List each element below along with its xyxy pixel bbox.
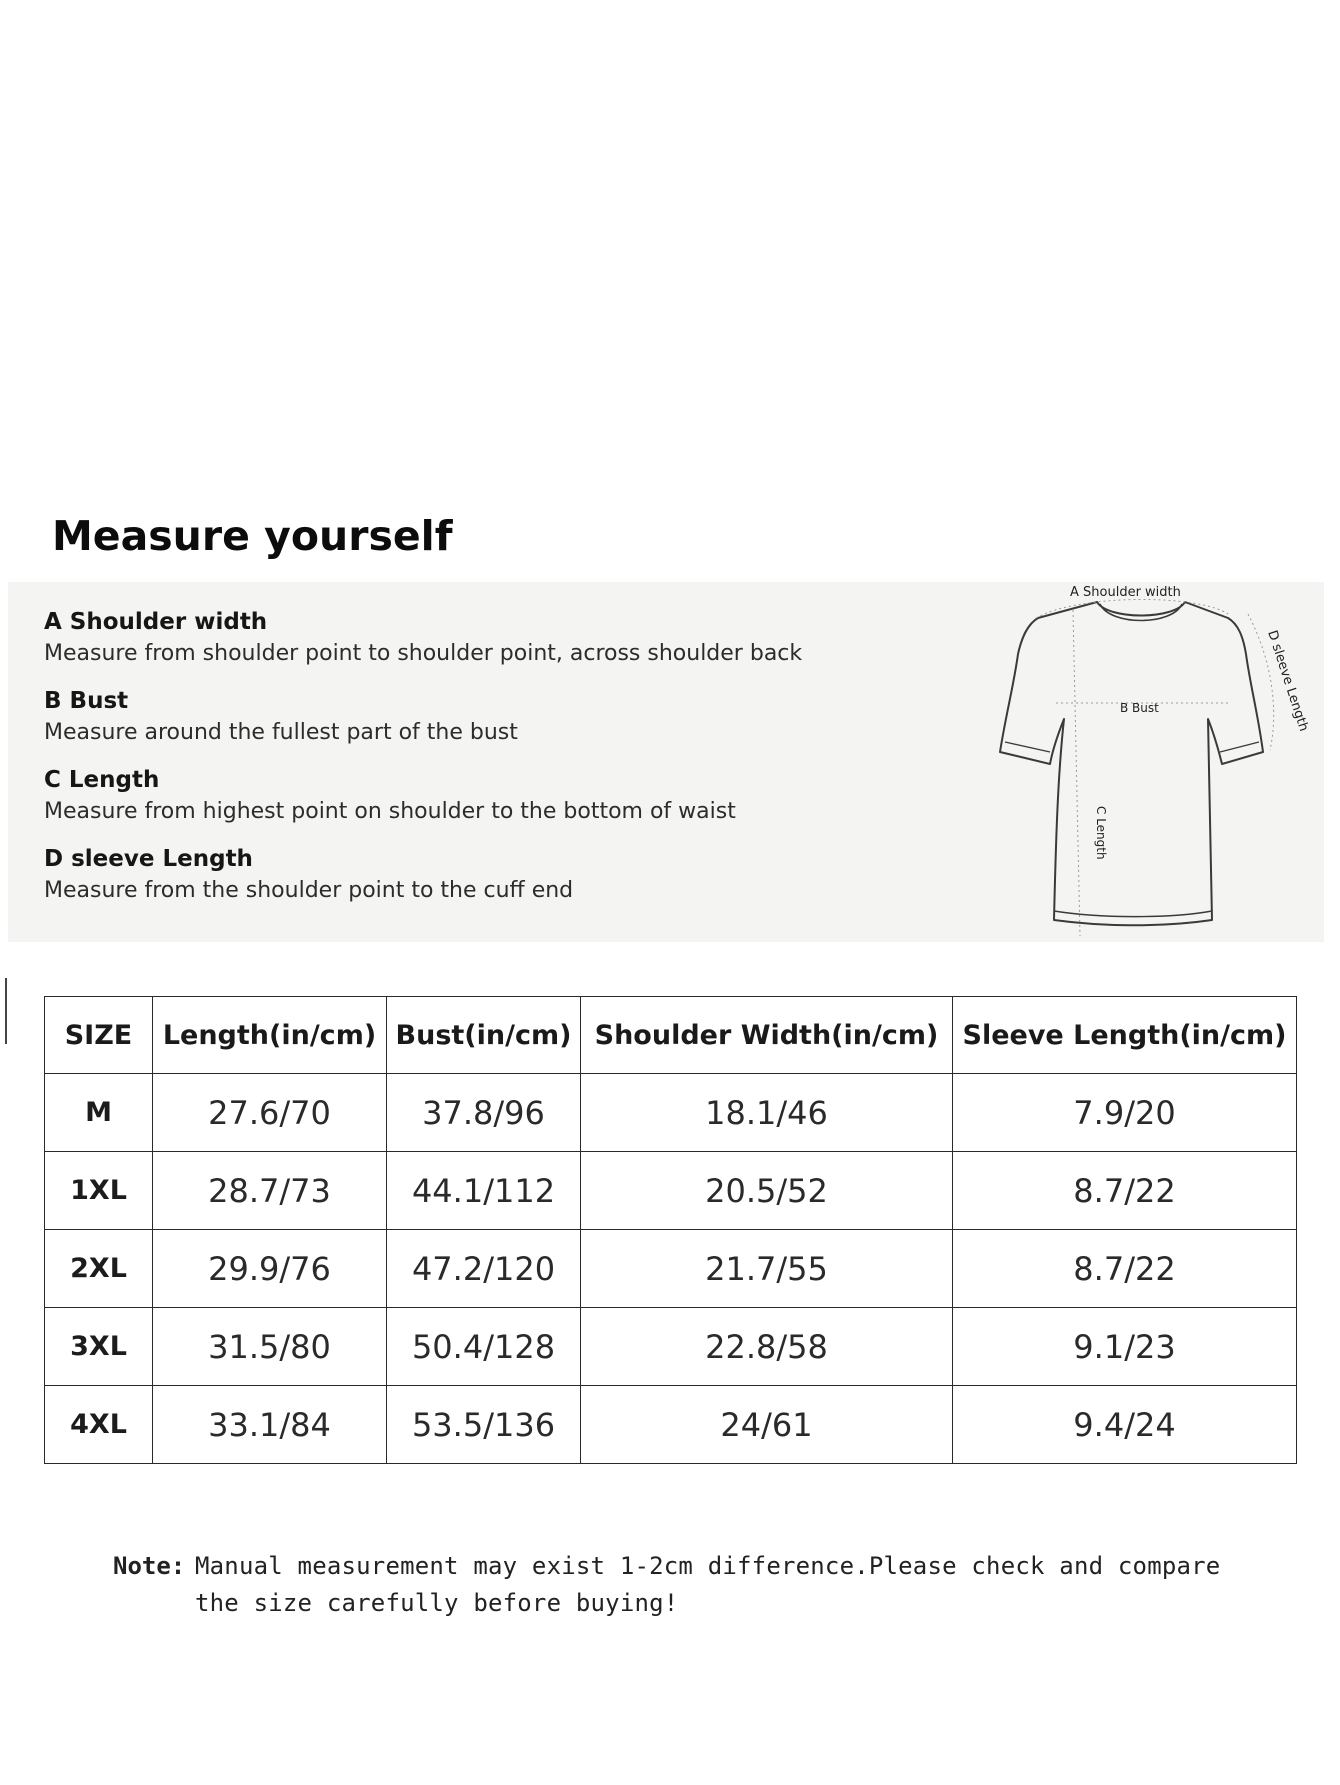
- length-cell: 27.6/70: [153, 1074, 387, 1152]
- bust-cell: 50.4/128: [387, 1308, 581, 1386]
- diagram-label-shoulder: A Shoulder width: [1070, 585, 1181, 600]
- measure-item-sleeve: [44, 846, 573, 903]
- measure-item-title: B Bust: [44, 688, 129, 714]
- column-header-bust: Bust(in/cm): [387, 997, 581, 1074]
- measure-item-bust: [44, 688, 518, 745]
- diagram-label-length: C Length: [1094, 806, 1108, 860]
- length-cell: 31.5/80: [153, 1308, 387, 1386]
- shoulder-width-cell: 21.7/55: [581, 1230, 953, 1308]
- length-cell: 28.7/73: [153, 1152, 387, 1230]
- measure-item-description: Measure from highest point on shoulder to the bottom of waist: [44, 799, 736, 824]
- sleeve-length-cell: 9.1/23: [953, 1308, 1297, 1386]
- measure-item-shoulder: [44, 609, 802, 666]
- table-header-row: [45, 997, 1297, 1074]
- length-cell: 33.1/84: [153, 1386, 387, 1464]
- measure-item-length: [44, 767, 736, 824]
- note-block: [113, 1548, 1243, 1622]
- shoulder-width-cell: 18.1/46: [581, 1074, 953, 1152]
- column-header-size: SIZE: [45, 997, 153, 1074]
- shoulder-width-cell: 22.8/58: [581, 1308, 953, 1386]
- edge-divider: [5, 978, 7, 1044]
- bust-cell: 37.8/96: [387, 1074, 581, 1152]
- bust-cell: 53.5/136: [387, 1386, 581, 1464]
- size-cell: 1XL: [45, 1152, 153, 1230]
- diagram-label-bust: B Bust: [1120, 701, 1159, 715]
- sleeve-length-cell: 7.9/20: [953, 1074, 1297, 1152]
- sleeve-length-cell: 8.7/22: [953, 1152, 1297, 1230]
- bust-cell: 44.1/112: [387, 1152, 581, 1230]
- shoulder-width-cell: 24/61: [581, 1386, 953, 1464]
- table-row: [45, 1152, 1297, 1230]
- bust-cell: 47.2/120: [387, 1230, 581, 1308]
- size-cell: 4XL: [45, 1386, 153, 1464]
- measure-item-title: D sleeve Length: [44, 846, 253, 872]
- length-cell: 29.9/76: [153, 1230, 387, 1308]
- sleeve-length-cell: 8.7/22: [953, 1230, 1297, 1308]
- sleeve-length-cell: 9.4/24: [953, 1386, 1297, 1464]
- column-header-sleeve-length: Sleeve Length(in/cm): [953, 997, 1297, 1074]
- table-row: [45, 1308, 1297, 1386]
- shoulder-width-cell: 20.5/52: [581, 1152, 953, 1230]
- note-label: Note:: [113, 1552, 186, 1580]
- measure-item-title: A Shoulder width: [44, 609, 268, 635]
- diagram-label-sleeve: D sleeve Length: [1264, 628, 1311, 734]
- tshirt-icon: [978, 574, 1318, 954]
- page-title: Measure yourself: [52, 512, 453, 560]
- size-cell: M: [45, 1074, 153, 1152]
- size-cell: 2XL: [45, 1230, 153, 1308]
- measure-item-description: Measure from shoulder point to shoulder point, across shoulder back: [44, 641, 803, 666]
- table-row: [45, 1386, 1297, 1464]
- column-header-shoulder-width: Shoulder Width(in/cm): [581, 997, 953, 1074]
- column-header-length: Length(in/cm): [153, 997, 387, 1074]
- measure-item-description: Measure from the shoulder point to the cuff end: [44, 878, 574, 903]
- measure-item-title: C Length: [44, 767, 160, 793]
- table-row: [45, 1230, 1297, 1308]
- size-cell: 3XL: [45, 1308, 153, 1386]
- size-chart-table: [44, 996, 1297, 1464]
- note-text: Manual measurement may exist 1-2cm difference.Please check and compare the size carefully before buying!: [195, 1552, 1221, 1617]
- measure-item-description: Measure around the fullest part of the bust: [44, 720, 518, 745]
- table-row: [45, 1074, 1297, 1152]
